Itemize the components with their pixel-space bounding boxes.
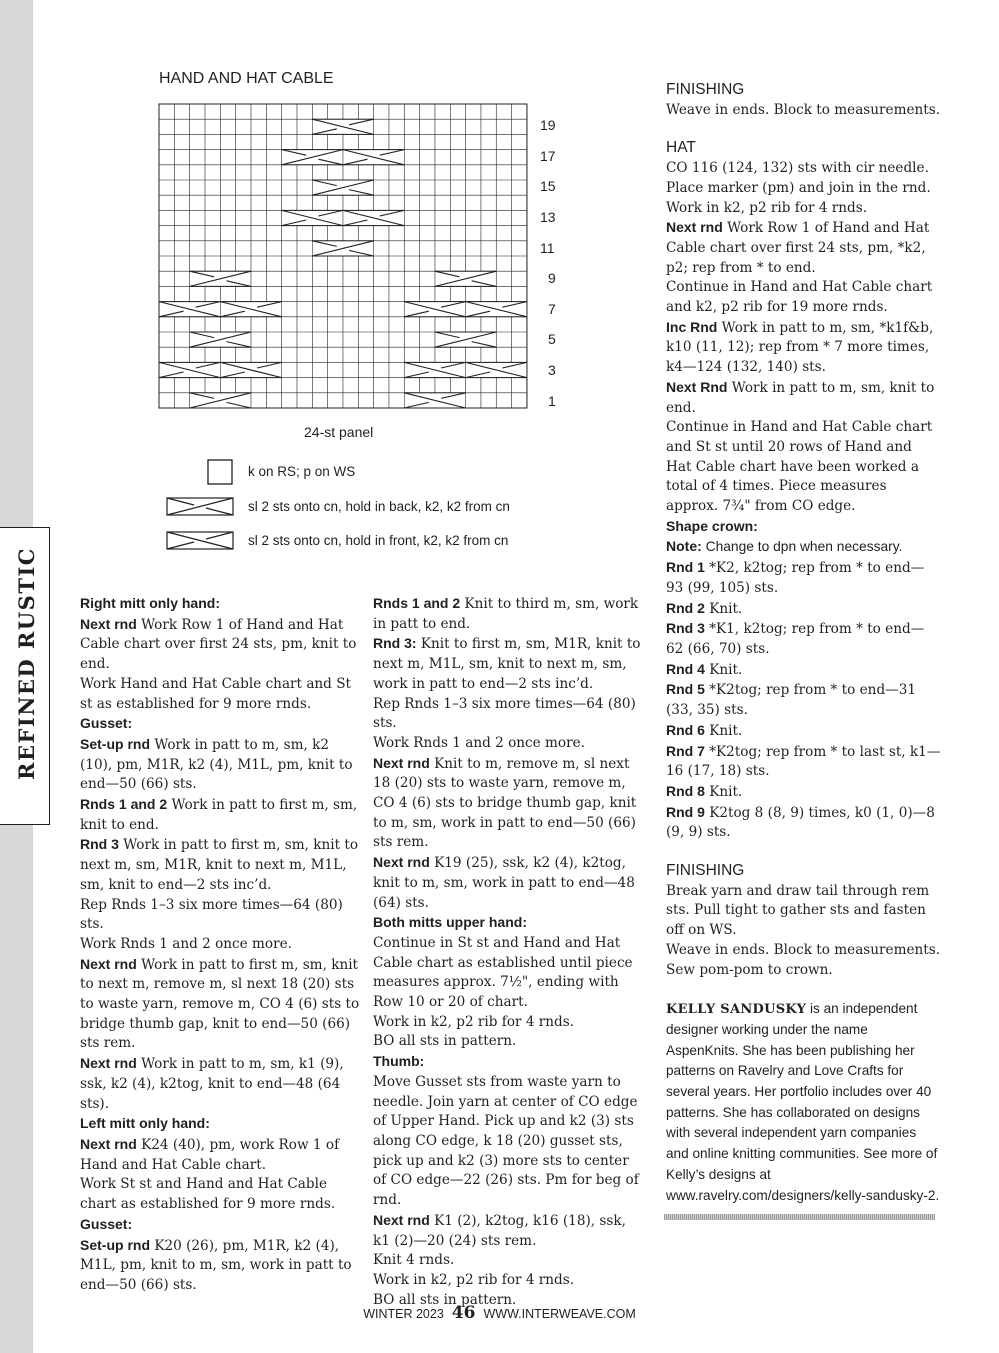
finishing-heading: FINISHING <box>666 862 745 880</box>
instruction-label: Set-up rnd <box>80 735 150 752</box>
instruction-paragraph <box>80 675 365 714</box>
column-mitts-1 <box>80 594 365 1296</box>
instruction-paragraph <box>666 721 941 742</box>
instruction-label: Set-up rnd <box>80 1236 150 1253</box>
instruction-paragraph <box>666 278 941 317</box>
column-mitts-2 <box>373 594 645 1310</box>
chart-title: HAND AND HAT CABLE <box>159 70 334 87</box>
instruction-paragraph <box>666 782 941 803</box>
instruction-text: Work St st and Hand and Hat Cable chart as established for 9 more rnds. <box>80 1176 336 1213</box>
instruction-paragraph <box>80 735 365 795</box>
instruction-label: Next rnd <box>80 1135 137 1152</box>
instruction-paragraph <box>666 318 941 378</box>
instruction-paragraph <box>373 1032 645 1052</box>
website: WWW.INTERWEAVE.COM <box>483 1307 636 1321</box>
row-label: 5 <box>548 331 556 347</box>
instruction-paragraph <box>373 594 645 634</box>
instruction-label: Next rnd <box>666 219 723 236</box>
instruction-label: Next rnd <box>373 1211 430 1228</box>
instruction-text: Work in patt to m, sm, k1 (9), ssk, k2 (4), k2tog, knit to end—48 (64 sts). <box>80 1056 344 1112</box>
instruction-paragraph <box>80 955 365 1055</box>
cable-front-mark <box>404 362 465 377</box>
instruction-label: Rnd 2 <box>666 599 705 616</box>
legend-cable-back-text: sl 2 sts onto cn, hold in back, k2, k2 from cn <box>248 499 510 514</box>
instruction-paragraph <box>666 218 941 278</box>
instruction-text: Weave in ends. Block to measurements. Sew pom-pom to crown. <box>666 941 941 978</box>
instruction-label: Rnd 4 <box>666 660 705 677</box>
instruction-text: Rep Rnds 1–3 six more times—64 (80) sts. <box>373 695 636 732</box>
instruction-text: *K2tog; rep from * to last st, k1—16 (17, 18) sts. <box>666 743 941 780</box>
instruction-paragraph <box>80 935 365 955</box>
cable-chart <box>158 103 528 409</box>
row-label: 9 <box>548 270 556 286</box>
instruction-paragraph <box>373 695 645 734</box>
cable-back-mark <box>282 150 343 165</box>
section-heading <box>80 1114 365 1135</box>
instruction-text: Work Row 1 of Hand and Hat Cable chart over first 24 sts, pm, knit to end. <box>80 616 357 673</box>
instruction-label: Rnd 9 <box>666 803 705 820</box>
instruction-text: K24 (40), pm, work Row 1 of Hand and Hat Cable chart. <box>80 1136 340 1173</box>
instruction-text: *K2, k2tog; rep from * to end—93 (99, 105) sts. <box>666 560 925 596</box>
column-hat <box>666 80 941 1206</box>
instruction-text: Break yarn and draw tail through rem sts. Pull tight to gather sts and fasten off on WS. <box>666 882 930 939</box>
instruction-text: Knit. <box>704 600 743 617</box>
instruction-label: Next rnd <box>373 754 430 771</box>
instruction-label: Rnd 3: <box>373 635 417 652</box>
instruction-text: Work in k2, p2 rib for 4 rnds. <box>373 1271 575 1288</box>
section-heading <box>80 594 365 615</box>
instruction-label: Rnd 3 <box>80 836 119 853</box>
row-label: 15 <box>540 178 556 194</box>
section-heading <box>80 1215 365 1236</box>
instruction-text: *K2tog; rep from * to end—31 (33, 35) sts. <box>666 682 917 719</box>
cable-front-mark <box>220 362 281 377</box>
instruction-label: Gusset: <box>80 715 133 732</box>
instruction-text: K20 (26), pm, M1R, k2 (4), M1L, pm, knit to m, sm, work in patt to end—50 (66) sts. <box>80 1237 352 1293</box>
instruction-paragraph <box>666 803 941 843</box>
cable-back-mark <box>190 393 251 408</box>
cable-back-icon <box>166 497 234 516</box>
instruction-paragraph <box>666 619 941 659</box>
instruction-text: Knit to m, remove m, sl next 18 (20) sts to waste yarn, remove m, CO 4 (6) sts to bridge thumb gap, knit to m, sm, work in patt to end—50 (66) sts rem. <box>373 755 637 851</box>
instruction-text: Work in patt to first m, sm, knit to end. <box>80 797 358 833</box>
legend-knit-text: k on RS; p on WS <box>248 464 356 479</box>
instruction-text: Work in patt to first m, sm, knit to next m, remove m, sl next 18 (20) sts to waste yarn, remove m, CO 4 (6) sts to bridge thumb gap, knit to end—50 (66) sts rem. <box>80 956 360 1052</box>
finishing-heading: FINISHING <box>666 81 745 98</box>
instruction-paragraph <box>666 882 941 941</box>
instruction-text: BO all sts in pattern. <box>373 1033 517 1050</box>
instruction-label: Rnd 7 <box>666 742 705 759</box>
instruction-label: Next rnd <box>80 955 137 972</box>
instruction-paragraph <box>373 1211 645 1251</box>
instruction-paragraph <box>666 599 941 620</box>
instruction-text: Work Rnds 1 and 2 once more. <box>373 734 585 751</box>
instruction-paragraph <box>373 634 645 694</box>
instruction-label: Left mitt only hand: <box>80 1115 210 1132</box>
instruction-paragraph <box>80 1236 365 1296</box>
instruction-label: Next rnd <box>373 854 430 871</box>
row-label: 13 <box>540 209 556 225</box>
panel-label: 24-st panel <box>304 424 374 440</box>
instruction-text: Continue in Hand and Hat Cable chart and k2, p2 rib for 19 more rnds. <box>666 279 933 316</box>
instruction-text: *K1, k2tog; rep from * to end—62 (66, 70) sts. <box>666 621 925 657</box>
cable-back-mark <box>312 180 373 195</box>
row-label: 11 <box>540 240 555 256</box>
instruction-text: Work in k2, p2 rib for 4 rnds. <box>373 1013 575 1030</box>
instruction-paragraph <box>666 660 941 681</box>
instruction-text: K19 (25), ssk, k2 (4), k2tog, knit to m, sm, work in patt to end—48 (64) sts. <box>373 855 635 911</box>
legend-cable-front-text: sl 2 sts onto cn, hold in front, k2, k2 from cn <box>248 533 509 548</box>
designer-bio-text: is an independent designer working under the name AspenKnits. She has been publishing her patterns on Ravelry and Love Crafts for several years. Her portfolio includes over 40 patterns. She has collaborated on designs with several independent yarn companies and online knitting communities. See more of Kelly’s designs at www.ravelry.com/designers/kelly-sandusky-2. <box>666 1001 940 1203</box>
divider-rule <box>664 1214 935 1220</box>
instruction-paragraph <box>80 1054 365 1114</box>
issue-label: WINTER 2023 <box>363 1307 444 1321</box>
instruction-label: Rnd 6 <box>666 721 705 738</box>
instruction-paragraph <box>80 835 365 895</box>
instruction-label: Both mitts upper hand: <box>373 914 527 931</box>
section-heading <box>373 913 645 934</box>
instruction-paragraph <box>373 1013 645 1033</box>
instruction-paragraph <box>666 159 941 218</box>
instruction-paragraph <box>80 896 365 935</box>
cable-front-mark <box>159 362 220 377</box>
cable-front-mark <box>466 302 527 317</box>
instruction-paragraph <box>666 537 941 558</box>
instruction-text: Work in patt to m, sm, k2 (10), pm, M1R, k2 (4), M1L, pm, knit to end—50 (66) sts. <box>80 736 353 793</box>
instruction-label: Rnd 3 <box>666 620 705 637</box>
cable-back-mark <box>435 332 496 347</box>
instruction-label: Rnds 1 and 2 <box>80 796 168 813</box>
instruction-text: Move Gusset sts from waste yarn to needle. Join yarn at center of CO edge of Upper Hand. Pick up and k2 (3) sts along CO edge, k 18 (20) gusset sts, pick up and k2 (3) more sts to center of CO edge—22 (26) sts. Pm for beg of rnd. <box>373 1073 639 1209</box>
instruction-label: Rnd 1 <box>666 559 705 576</box>
cable-back-mark <box>312 241 373 256</box>
hat-heading: HAT <box>666 139 696 157</box>
row-label: 3 <box>548 362 556 378</box>
section-title: REFINED RUSTIC <box>14 546 39 780</box>
instruction-label: Gusset: <box>80 1215 133 1232</box>
instruction-text: K1 (2), k2tog, k16 (18), ssk, k1 (2)—20 (24) sts rem. <box>373 1212 626 1249</box>
instruction-paragraph <box>666 558 941 598</box>
cable-back-mark <box>435 271 496 286</box>
instruction-label: Rnd 8 <box>666 782 705 799</box>
instruction-label: Right mitt only hand: <box>80 595 220 611</box>
instruction-text: Work in patt to m, sm, *k1f&b, k10 (11, 12); rep from * 7 more times, k4—124 (132, 140) sts. <box>666 319 934 376</box>
instruction-text: BO all sts in pattern. <box>373 1291 517 1308</box>
row-label: 17 <box>540 148 556 164</box>
cable-back-mark <box>190 332 251 347</box>
row-label: 19 <box>540 117 556 133</box>
instruction-label: Next rnd <box>80 615 137 632</box>
instruction-paragraph <box>373 853 645 913</box>
instruction-paragraph <box>80 1135 365 1175</box>
instruction-label: Next rnd <box>80 1055 137 1072</box>
instruction-paragraph <box>666 418 941 517</box>
cable-front-mark <box>404 302 465 317</box>
instruction-paragraph <box>373 1073 645 1211</box>
cable-front-mark <box>466 362 527 377</box>
cable-front-mark <box>343 210 404 225</box>
cable-front-mark <box>404 393 465 408</box>
cable-front-mark <box>159 302 220 317</box>
instruction-text: Continue in St st and Hand and Hat Cable chart as established until piece measures approx. 7½", ending with Row 10 or 20 of chart. <box>373 934 633 1011</box>
instruction-paragraph <box>80 1175 365 1214</box>
section-heading <box>666 517 941 538</box>
instruction-label: Note: <box>666 538 702 555</box>
instruction-paragraph <box>373 1251 645 1271</box>
instruction-text: Change to dpn when necessary. <box>701 539 903 555</box>
instruction-text: Work Rnds 1 and 2 once more. <box>80 935 292 952</box>
designer-bio <box>666 999 941 1206</box>
instruction-paragraph <box>666 941 941 980</box>
section-heading <box>80 714 365 735</box>
instruction-text: Work Row 1 of Hand and Hat Cable chart over first 24 sts, pm, *k2, p2; rep from * to end. <box>666 220 930 276</box>
instruction-text: Knit 4 rnds. <box>373 1252 455 1269</box>
cable-front-mark <box>312 119 373 134</box>
instruction-text: Knit. <box>704 722 743 739</box>
instruction-label: Rnds 1 and 2 <box>373 595 461 611</box>
section-heading <box>373 1052 645 1073</box>
instruction-paragraph <box>373 734 645 754</box>
row-label: 1 <box>548 393 556 409</box>
instruction-label: Rnd 5 <box>666 681 705 698</box>
knit-square-icon <box>207 459 233 485</box>
instruction-paragraph <box>80 615 365 675</box>
instruction-text: Continue in Hand and Hat Cable chart and St st until 20 rows of Hand and Hat Cable chart have been worked a total of 4 times. Piece measures approx. 7¾" from CO edge. <box>666 419 933 515</box>
instruction-label: Thumb: <box>373 1053 425 1070</box>
instruction-text: Rep Rnds 1–3 six more times—64 (80) sts. <box>80 896 343 933</box>
instruction-text: Knit to third m, sm, work in patt to end. <box>373 596 639 632</box>
instruction-text: Knit. <box>704 783 743 800</box>
instruction-text: Work in patt to first m, sm, knit to next m, sm, M1R, knit to next m, M1L, sm, knit to end—2 sts inc’d. <box>80 837 359 893</box>
cable-front-mark <box>343 150 404 165</box>
instruction-label: Next Rnd <box>666 378 728 395</box>
instruction-paragraph <box>373 754 645 854</box>
instruction-text: Work Hand and Hat Cable chart and St st as established for 9 more rnds. <box>80 675 351 712</box>
instruction-paragraph <box>373 1271 645 1291</box>
instruction-text: Knit. <box>704 661 743 678</box>
instruction-paragraph <box>666 680 941 720</box>
instruction-text: CO 116 (124, 132) sts with cir needle. Place marker (pm) and join in the rnd. Work in k2, p2 rib for 4 rnds. <box>666 160 931 216</box>
designer-name: KELLY SANDUSKY <box>666 1002 807 1018</box>
cable-back-mark <box>190 271 251 286</box>
cable-front-mark <box>220 302 281 317</box>
row-label: 7 <box>548 301 556 317</box>
cable-front-mark <box>282 210 343 225</box>
instruction-text: Work in patt to m, sm, knit to end. <box>666 379 935 416</box>
instruction-paragraph <box>666 378 941 418</box>
instruction-text: K2tog 8 (8, 9) times, k0 (1, 0)—8 (9, 9) sts. <box>666 804 935 841</box>
instruction-label: Inc Rnd <box>666 318 718 335</box>
instruction-text: Weave in ends. Block to measurements. <box>666 101 941 118</box>
page-footer <box>0 1303 999 1323</box>
instruction-paragraph <box>80 795 365 835</box>
instruction-paragraph <box>666 101 941 121</box>
instruction-text: Knit to first m, sm, M1R, knit to next m, M1L, sm, knit to next m, sm, work in patt to end—2 sts inc’d. <box>373 636 641 692</box>
cable-front-icon <box>166 531 234 550</box>
instruction-paragraph <box>666 742 941 782</box>
page-number: 46 <box>451 1303 476 1323</box>
instruction-label: Shape crown: <box>666 517 758 534</box>
instruction-paragraph <box>373 934 645 1013</box>
